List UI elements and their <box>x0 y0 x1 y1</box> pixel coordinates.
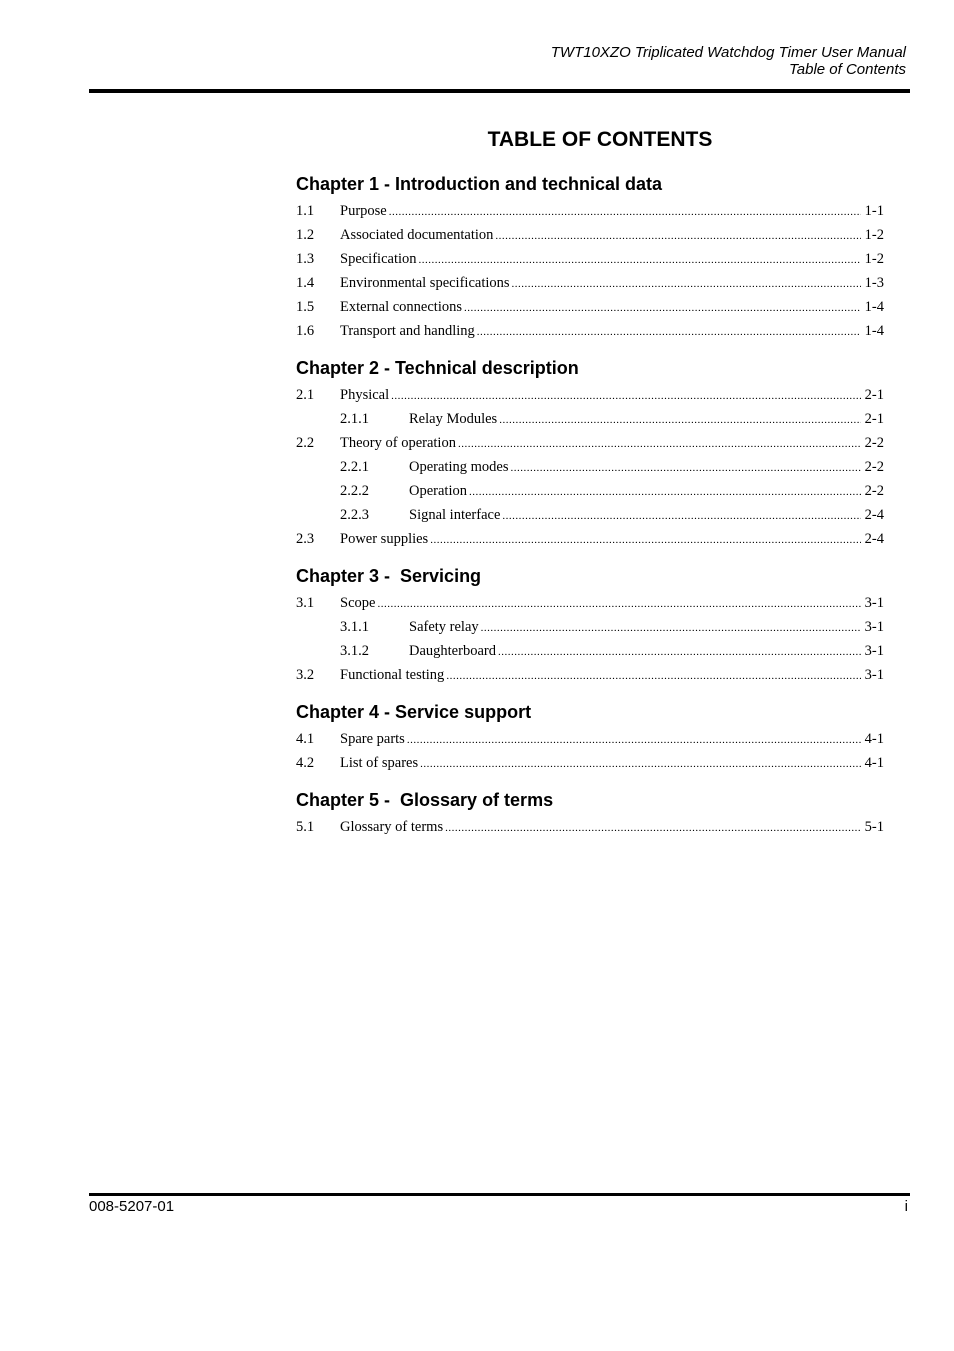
page-reference: 1-4 <box>864 299 884 315</box>
chapter-heading[interactable]: Chapter 2 - Technical description <box>296 358 579 378</box>
toc-subentry[interactable] <box>296 639 884 663</box>
toc-entry[interactable] <box>296 383 884 407</box>
dot-leader <box>377 592 860 616</box>
section-number: 1.1 <box>296 203 315 219</box>
toc-entry[interactable] <box>296 591 884 615</box>
section-number: 1.4 <box>296 275 315 291</box>
dot-leader <box>420 752 861 776</box>
header-rule <box>89 89 910 93</box>
page-reference: 1-3 <box>864 275 884 291</box>
dot-leader <box>499 408 860 432</box>
section-title: Spare parts <box>340 731 405 747</box>
section-title: Theory of operation <box>340 435 456 451</box>
dot-leader <box>510 456 860 480</box>
chapter-heading[interactable]: Chapter 1 - Introduction and technical data <box>296 174 663 194</box>
section-number: 4.1 <box>296 731 315 747</box>
toc-subentry[interactable] <box>296 615 884 639</box>
page-reference: 2-4 <box>864 531 884 547</box>
subsection-title: Operation <box>409 483 467 499</box>
page-reference: 1-1 <box>864 203 884 219</box>
toc-entry[interactable] <box>296 199 884 223</box>
page-reference: 1-2 <box>864 227 884 243</box>
toc-entry[interactable] <box>296 527 884 551</box>
section-title: Scope <box>340 595 376 611</box>
page-reference: 4-1 <box>864 755 884 771</box>
page-reference: 2-1 <box>864 411 884 427</box>
subsection-number: 2.2.1 <box>340 459 369 475</box>
page-reference: 4-1 <box>864 731 884 747</box>
section-title: Physical <box>340 387 390 403</box>
subsection-number: 3.1.1 <box>340 619 369 635</box>
section-title: Transport and handling <box>340 323 475 339</box>
dot-leader <box>445 816 861 840</box>
dot-leader <box>469 480 861 504</box>
page-number: i <box>904 1198 908 1215</box>
section-number: 3.1 <box>296 595 315 611</box>
dot-leader <box>419 248 861 272</box>
chapter-heading[interactable]: Chapter 4 - Service support <box>296 702 532 722</box>
subsection-number: 3.1.2 <box>340 643 369 659</box>
section-number: 3.2 <box>296 667 315 683</box>
chapter-2 <box>296 357 884 551</box>
toc-subentry[interactable] <box>296 503 884 527</box>
dot-leader <box>389 200 861 224</box>
section-title: Specification <box>340 251 417 267</box>
section-title: Glossary of terms <box>340 819 444 835</box>
section-title: Power supplies <box>340 531 429 547</box>
section-title: Purpose <box>340 203 387 219</box>
section-title: External connections <box>340 299 462 315</box>
page-reference: 1-2 <box>864 251 884 267</box>
dot-leader <box>458 432 861 456</box>
chapter-1 <box>296 173 884 343</box>
section-number: 1.6 <box>296 323 315 339</box>
page-reference: 3-1 <box>864 595 884 611</box>
subsection-title: Daughterboard <box>409 643 496 659</box>
page-reference: 5-1 <box>864 819 884 835</box>
toc-entry[interactable] <box>296 223 884 247</box>
subsection-title: Operating modes <box>409 459 509 475</box>
running-header <box>551 44 906 78</box>
page-reference: 3-1 <box>864 619 884 635</box>
toc-entry[interactable] <box>296 247 884 271</box>
chapter-heading[interactable]: Chapter 3 - Servicing <box>296 566 482 586</box>
toc-subentry[interactable] <box>296 407 884 431</box>
table-of-contents <box>296 128 884 853</box>
subsection-title: Safety relay <box>409 619 479 635</box>
toc-subentry[interactable] <box>296 455 884 479</box>
subsection-title: Relay Modules <box>409 411 498 427</box>
toc-subentry[interactable] <box>296 479 884 503</box>
section-number: 2.3 <box>296 531 315 547</box>
toc-entry[interactable] <box>296 815 884 839</box>
toc-entry[interactable] <box>296 271 884 295</box>
toc-title: TABLE OF CONTENTS <box>487 128 713 151</box>
section-number: 2.1 <box>296 387 315 403</box>
page-reference: 2-2 <box>864 459 884 475</box>
section-number: 4.2 <box>296 755 315 771</box>
page-reference: 2-1 <box>864 387 884 403</box>
header-manual-title: TWT10XZO Triplicated Watchdog Timer User Manual <box>550 44 906 61</box>
header-section-title: Table of Contents <box>788 61 906 78</box>
toc-entry[interactable] <box>296 319 884 343</box>
subsection-number: 2.2.3 <box>340 507 369 523</box>
chapter-4 <box>296 701 884 775</box>
dot-leader <box>391 384 861 408</box>
section-title: Functional testing <box>340 667 445 683</box>
section-number: 1.3 <box>296 251 315 267</box>
dot-leader <box>407 728 861 752</box>
chapter-heading[interactable]: Chapter 5 - Glossary of terms <box>296 790 554 810</box>
chapter-5 <box>296 789 884 839</box>
dot-leader <box>498 640 861 664</box>
section-number: 1.2 <box>296 227 315 243</box>
section-number: 5.1 <box>296 819 315 835</box>
chapter-3 <box>296 565 884 687</box>
toc-entry[interactable] <box>296 295 884 319</box>
section-number: 2.2 <box>296 435 315 451</box>
document-number: 008-5207-01 <box>89 1198 175 1215</box>
page-reference: 2-2 <box>864 483 884 499</box>
toc-entry[interactable] <box>296 751 884 775</box>
subsection-number: 2.1.1 <box>340 411 369 427</box>
section-title: List of spares <box>340 755 419 771</box>
dot-leader <box>495 224 860 248</box>
page-reference: 2-4 <box>864 507 884 523</box>
section-number: 1.5 <box>296 299 315 315</box>
dot-leader <box>481 616 861 640</box>
section-title: Environmental specifications <box>340 275 510 291</box>
toc-entry[interactable] <box>296 431 884 455</box>
dot-leader <box>477 320 861 344</box>
dot-leader <box>502 504 860 528</box>
dot-leader <box>464 296 861 320</box>
page-reference: 2-2 <box>864 435 884 451</box>
page-reference: 1-4 <box>864 323 884 339</box>
section-title: Associated documentation <box>340 227 494 243</box>
subsection-title: Signal interface <box>409 507 501 523</box>
dot-leader <box>430 528 860 552</box>
dot-leader <box>512 272 861 296</box>
page-reference: 3-1 <box>864 643 884 659</box>
toc-entry[interactable] <box>296 727 884 751</box>
dot-leader <box>446 664 860 688</box>
toc-entry[interactable] <box>296 663 884 687</box>
subsection-number: 2.2.2 <box>340 483 369 499</box>
footer-rule <box>89 1193 910 1196</box>
page-reference: 3-1 <box>864 667 884 683</box>
